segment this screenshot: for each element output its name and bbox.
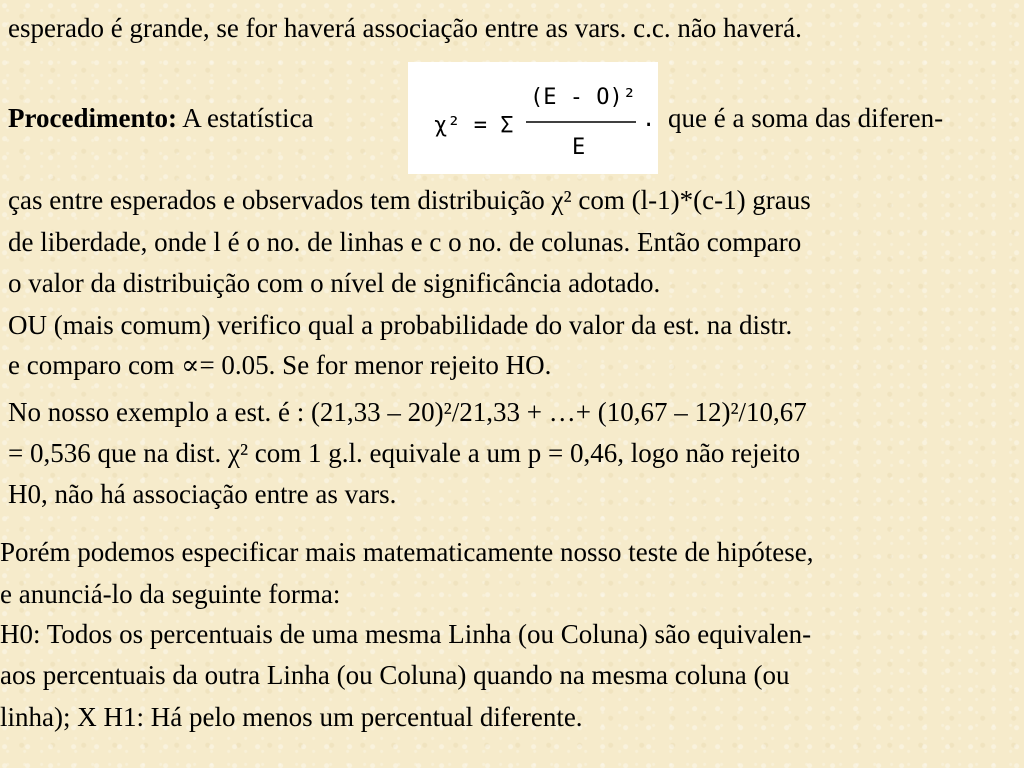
para2-line: No nosso exemplo a est. é : (21,33 – 20)²/21,33 + …+ (10,67 – 12)²/10,67: [8, 397, 807, 427]
para1-line: OU (mais comum) verifico qual a probabilidade do valor da est. na distr.: [8, 310, 793, 340]
para3-line: e anunciá-lo da seguinte forma:: [0, 579, 341, 609]
para1-line: ças entre esperados e observados tem distribuição χ² com (l-1)*(c-1) graus: [8, 185, 811, 215]
para2-line: H0, não há associação entre as vars.: [8, 479, 397, 509]
text-line-intro: esperado é grande, se for haverá associação entre as vars. c.c. não haverá.: [8, 13, 802, 43]
procedure-tail: que é a soma das diferen-: [668, 103, 944, 133]
formula-lhs: χ² = Σ: [434, 113, 514, 138]
procedure-line: [8, 102, 313, 134]
para1-line: o valor da distribuição com o nível de significância adotado.: [8, 268, 661, 298]
formula-trailing: .: [642, 107, 656, 132]
para3-line: aos percentuais da outra Linha (ou Coluna) quando na mesma coluna (ou: [0, 660, 790, 690]
para1-line: de liberdade, onde l é o no. de linhas e c o no. de colunas. Então comparo: [8, 227, 802, 257]
para3-line: H0: Todos os percentuais de uma mesma Linha (ou Coluna) são equivalen-: [0, 619, 812, 649]
formula-graphic: [408, 62, 658, 174]
para1-line: e comparo com ∝= 0.05. Se for menor rejeito HO.: [8, 350, 552, 380]
formula-denominator: E: [572, 135, 586, 160]
chi-square-formula: [408, 62, 658, 174]
para3-line: linha); X H1: Há pelo menos um percentual diferente.: [0, 702, 583, 732]
procedure-text: A estatística: [176, 103, 314, 133]
procedure-label: Procedimento:: [8, 103, 177, 133]
formula-numerator: (E - O)²: [530, 85, 636, 110]
para2-line: = 0,536 que na dist. χ² com 1 g.l. equivale a um p = 0,46, logo não rejeito: [8, 438, 801, 468]
para3-line: Porém podemos especificar mais matematicamente nosso teste de hipótese,: [0, 537, 814, 567]
